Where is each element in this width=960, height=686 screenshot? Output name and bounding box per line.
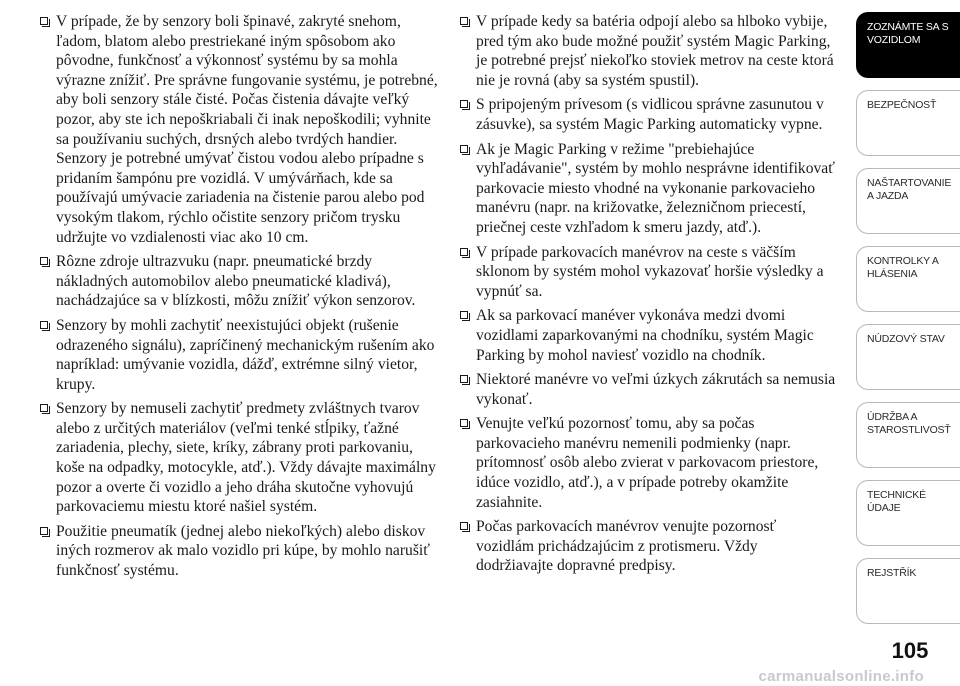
left-column [40, 12, 440, 586]
bullet-text: Senzory by nemuseli zachytiť predmety zvláštnych tvarov alebo z určitých materiálov (veľmi tenké stĺpiky, ťažné zariadenia, plechy, siete, kríky, zábrany proti parkovaniu, koše na odpadky, motocykle, atď.). Vždy dávajte maximálny pozor a overte či vozidlo a jeho dráha skutočne vyhovujú parkovaciemu miestu ktoré našiel systém. [56, 400, 436, 516]
tab-nastartovanie-a-jazda[interactable] [856, 168, 960, 234]
bullet-item [460, 12, 836, 90]
bullet-item [40, 399, 440, 517]
page-number: 105 [891, 638, 929, 663]
bullet-text: V prípade kedy sa batéria odpojí alebo sa hlboko vybije, pred tým ako bude možné použiť systém Magic Parking, je potrebné prejsť niekoľko stoviek metrov na ceste ktorá nie je rovná (aby sa systém spustil). [476, 13, 834, 89]
chapter-tab-sidebar [856, 0, 960, 640]
tab-bezpecnost[interactable] [856, 90, 960, 156]
bullet-text: Použitie pneumatík (jednej alebo niekoľkých) alebo diskov iných rozmerov ak malo vozidlo pri kúpe, by mohlo narušiť funkčnosť systému. [56, 522, 430, 580]
tab-rejstrik[interactable] [856, 558, 960, 624]
tab-label: ZOZNÁMTE SA S VOZIDLOM [867, 21, 949, 46]
bullet-text: Senzory by mohli zachytiť neexistujúci objekt (rušenie odrazeného signálu), zapríčinený mechanickým rušením ako napríklad: umývanie vozidla, dážď, extrémne silný vietor, krupy. [56, 316, 435, 393]
bullet-text: V prípade parkovacích manévrov na ceste s väčším sklonom by systém mohol vykazovať horšie výsledky a vypnúť sa. [476, 243, 824, 300]
bullet-text: V prípade, že by senzory boli špinavé, zakryté snehom, ľadom, blatom alebo prestriekané iným spôsobom ako pôvodne, funkčnosť a výkonnosť systému by sa mohla výrazne znížiť. Pre správne fungovanie systému, je potrebné, aby boli senzory stále čisté. Počas čistenia dávajte veľký pozor, aby ste ich nepoškriabali či inak nepoškodili; vyhnite sa používaniu suchých, drsných alebo tvrdých handier. Senzory je potrebné umývať čistou vodou alebo prípadne s pridaním šampónu pre vozidlá. V umývárňach, kde sa používajú umývacie zariadenia na čistenie parou alebo pod vysokým tlakom, rýchlo očistite senzory pričom trysku udržujte vo vzdialenosti viac ako 10 cm. [56, 13, 438, 246]
bullet-item [460, 243, 836, 302]
tab-technicke-udaje[interactable] [856, 480, 960, 546]
bullet-item [460, 306, 836, 365]
watermark: carmanualsonline.info [758, 668, 924, 685]
tab-zoznamte-sa-s-vozidlom[interactable] [856, 12, 960, 78]
bullet-item [40, 12, 440, 247]
bullet-text: S pripojeným prívesom (s vidlicou správne zasunutou v zásuvke), sa systém Magic Parking automaticky vypne. [476, 96, 824, 133]
tab-kontrolky-a-hlasenia[interactable] [856, 246, 960, 312]
checkbox-bullet-icon [460, 375, 468, 383]
checkbox-bullet-icon [460, 17, 468, 25]
bullet-item [40, 522, 440, 581]
checkbox-bullet-icon [40, 17, 48, 25]
tab-udrzba-a-starostlivost[interactable] [856, 402, 960, 468]
tab-label: BEZPEČNOSŤ [867, 99, 937, 111]
checkbox-bullet-icon [460, 522, 468, 530]
checkbox-bullet-icon [460, 419, 468, 427]
tab-label: TECHNICKÉ ÚDAJE [867, 489, 926, 514]
tab-label: REJSTŘÍK [867, 567, 917, 579]
bullet-text: Venujte veľkú pozornosť tomu, aby sa počas parkovacieho manévru nemenili podmienky (napr. prítomnosť osôb alebo zvierat v parkovacom priestore, idúce vozidlo, atď.), a v prípade potreby okamžite zasiahnite. [476, 415, 819, 511]
left-bullet-list [40, 12, 440, 581]
bullet-text: Ak sa parkovací manéver vykonáva medzi dvomi vozidlami zaparkovanými na chodníku, systém Magic Parking by mohol naviesť vozidlo na chodník. [476, 307, 814, 364]
bullet-item [40, 316, 440, 394]
tab-label: NAŠTARTOVANIE A JAZDA [867, 177, 952, 202]
bullet-item [460, 517, 836, 576]
checkbox-bullet-icon [40, 527, 48, 535]
checkbox-bullet-icon [460, 248, 468, 256]
bullet-item [460, 370, 836, 409]
checkbox-bullet-icon [460, 311, 468, 319]
checkbox-bullet-icon [40, 404, 48, 412]
tab-nudzovy-stav[interactable] [856, 324, 960, 390]
checkbox-bullet-icon [460, 100, 468, 108]
bullet-text: Rôzne zdroje ultrazvuku (napr. pneumatické brzdy nákladných automobilov alebo pneumatické kladivá), nachádzajúce sa v blízkosti, môžu znížiť výkon senzorov. [56, 253, 416, 310]
bullet-text: Počas parkovacích manévrov venujte pozornosť vozidlám prichádzajúcim z protismeru. Vždy dodržiavajte dopravné predpisy. [476, 518, 777, 575]
bullet-text: Niektoré manévre vo veľmi úzkych zákrutách sa nemusia vykonať. [476, 371, 836, 408]
right-bullet-list [460, 12, 836, 576]
checkbox-bullet-icon [40, 257, 48, 265]
checkbox-bullet-icon [460, 145, 468, 153]
bullet-item [460, 95, 836, 134]
checkbox-bullet-icon [40, 321, 48, 329]
bullet-text: Ak je Magic Parking v režime "prebiehajúce vyhľadávanie", systém by mohlo nesprávne identifikovať parkovacie miesto vhodné na vykonanie parkovacieho manévru (napr. na križovatke, železničnom priecestí, priečnej ceste vzhľadom k smeru jazdy, atď.). [476, 140, 835, 236]
bullet-item [40, 252, 440, 311]
tab-label: ÚDRŽBA A STAROSTLIVOSŤ [867, 411, 951, 436]
bullet-item [460, 140, 836, 238]
bullet-item [460, 414, 836, 512]
tab-label: KONTROLKY A HLÁSENIA [867, 255, 939, 280]
right-column [460, 12, 836, 581]
tab-label: NÚDZOVÝ STAV [867, 333, 945, 345]
